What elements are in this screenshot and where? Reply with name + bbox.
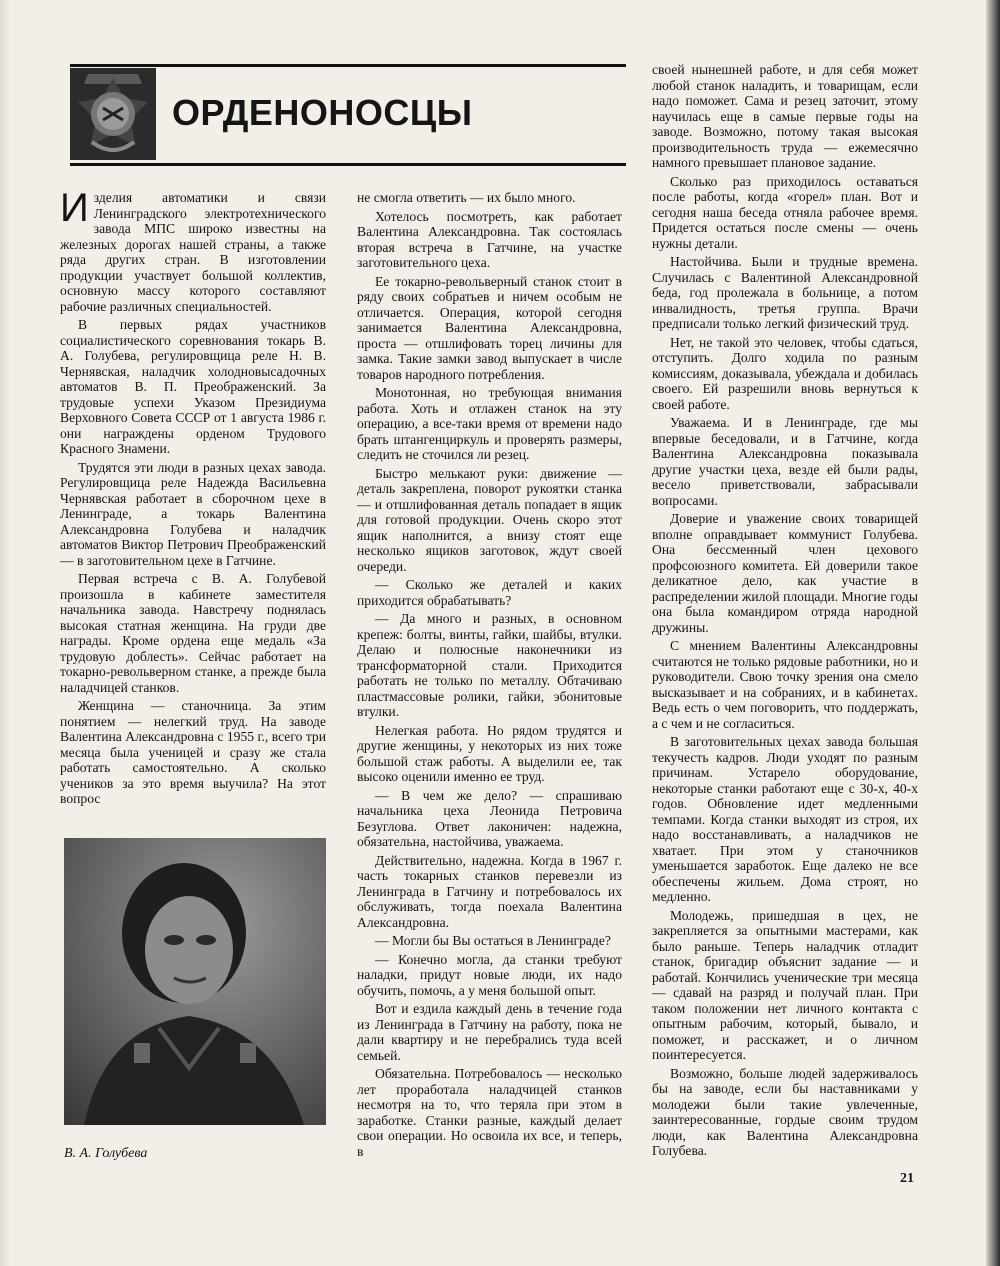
paragraph: Вот и ездила каждый день в течение года из Ленинграда в Гатчину на работу, пока не дали квартиру и не перебрались туда всей семьей.	[357, 1001, 622, 1063]
paragraph: Трудятся эти люди в разных цехах завода. Регулировщица реле Надежда Васильевна Чернявская работает в сборочном цехе в Ленинграде, а токарь Валентина Александровна Голубева и наладчик автоматов Виктор Петрович Преображенский — в заготовительном цехе в Гатчине.	[60, 459, 326, 568]
paragraph: своей нынешней работе, и для себя может любой станок наладить, и товарищам, если надо поможет. Сама и резец заточит, этому научилась еще в самые первые годы на заводе. Возможно, потому такая высокая производительность труда — ежемесячно намного превышает плановое задание.	[652, 62, 918, 170]
paragraph: не смогла ответить — их было много.	[357, 190, 576, 205]
paragraph: Сколько раз приходилось оставаться после работы, когда «горел» план. Вот и сегодня наша беседа отняла рабочее время. Придется остаться после смены — очень нужны детали.	[652, 173, 918, 251]
article-column-3	[652, 62, 918, 1162]
paragraph: Настойчива. Были и трудные времена. Случилась с Валентиной Александровной беда, год пролежала в больнице, а потом инвалидность, третья группа. Врачи предписали только легкий физический труд.	[652, 254, 918, 331]
paragraph: — Да много и разных, в основном крепеж: болты, винты, гайки, шайбы, втулки. Делаю и полюсные наконечники из трансформаторной стали. Приходится работать не только по металлу. Обтачиваю пластмассовые ролики, гайки, эбонитовые втулки.	[357, 611, 622, 719]
page-number: 21	[900, 1171, 914, 1186]
paragraph: Нелегкая работа. Но рядом трудятся и другие женщины, у некоторых из них тоже большой стаж работы. А выделили ее, так высоко оценили именно ее труд.	[357, 722, 622, 784]
header-rule-bottom	[70, 163, 626, 166]
paragraph: Первая встреча с В. А. Голубевой произошла в кабинете заместителя начальника завода. Навстречу поднялась высокая статная женщина. На груди две награды. Кроме ордена еще медаль «За трудовую доблесть». Сейчас работает на токарно-револьверном станке, а прежде была наладчицей станков.	[60, 571, 326, 695]
order-medal-icon	[70, 68, 156, 160]
page-gutter-shadow	[0, 0, 10, 1266]
paragraph: Молодежь, пришедшая в цех, не закрепляется за опытными мастерами, как было раньше. Теперь наладчик отладит станок, бригадир объяснит задание — и работай. Кончились ученические три месяца — сдавай на разряд и получай план. При таком положении нет личного контакта с опытным рабочим, который, бывало, и поможет, и расскажет, и о личном поинтересуется.	[652, 907, 918, 1062]
portrait-photo	[64, 838, 326, 1125]
paragraph: Действительно, надежна. Когда в 1967 г. часть токарных станков перевезли из Ленинграда в Гатчину и потребовалось их обслуживать, тогда поехала Валентина Александровна.	[357, 852, 622, 930]
paragraph: — В чем же дело? — спрашиваю начальника цеха Леонида Петровича Безуглова. Ответ лаконичен: надежна, обязательна, настойчива, уважаема.	[357, 787, 622, 849]
paragraph: Изделия автоматики и связи Ленинградского электротехнического завода МПС широко известны на железных дорогах нашей страны, а также ряда других стран. В изготовлении продукции участвует большой коллектив, основную массу которого составляют рабочие различных специальностей.	[60, 186, 326, 314]
paragraph: Возможно, больше людей задерживалось бы на заводе, если бы наставниками у молодежи были такие увлеченные, заинтересованные, гордые своим трудом люди, как Валентина Александровна Голубева.	[652, 1065, 918, 1158]
article-column-1	[60, 186, 326, 810]
paragraph: В первых рядах участников социалистического соревнования токарь В. А. Голубева, регулировщица реле Н. В. Чернявская, наладчик холодновысадочных автоматов В. П. Преображенский. За трудовые успехи Указом Президиума Верховного Совета СССР от 1 августа 1986 г. они награждены орденом Трудового Красного Знамени.	[60, 317, 326, 456]
paragraph: — Конечно могла, да станки требуют наладки, придут новые люди, их надо обучить, помочь, а у меня большой опыт.	[357, 951, 622, 998]
paragraph: — Сколько же деталей и каких приходится обрабатывать?	[357, 577, 622, 608]
paragraph: Быстро мелькают руки: движение — деталь закреплена, поворот рукоятки станка — и отшлифованная деталь попадает в ящик для готовой продукции. Очень скоро этот ящик наполнится, а внизу стоят еще несколько ящиков заготовок, ждут своей очереди.	[357, 465, 622, 574]
paragraph: Обязательна. Потребовалось — несколько лет проработала наладчицей станков несмотря на то, что теряла при этом в заработке. Станки разные, каждый делает свои операции. Но освоила их все, и теперь, в	[357, 1066, 622, 1159]
section-heading: ОРДЕНОНОСЦЫ	[172, 92, 473, 133]
paragraph: В заготовительных цехах завода большая текучесть кадров. Люди уходят по разным причинам. Устарело оборудование, некоторые станки работают еще с 30-х, 40-х годов. Обновление идет медленными темпами. Когда станки выходят из строя, их надо восстанавливать, а наладчиков не хватает. При этом у станочников уменьшается заработок. Еще далеко не все обеспечены жильем. Дома строят, но медленно.	[652, 734, 918, 904]
paragraph: Ее токарно-револьверный станок стоит в ряду своих собратьев и ничем особым не отличается. Операция, которой сегодня занимается Валентина Александровна, проста — отшлифовать торец личины для замка. Такие замки завод выпускает в числе товаров народного потребления.	[357, 273, 622, 382]
photo-caption: В. А. Голубева	[64, 1146, 148, 1161]
page-edge-shadow	[986, 0, 1000, 1266]
paragraph: Доверие и уважение своих товарищей вполне оправдывает коммунист Голубева. Она бессменный член цехового профсоюзного комитета. Ей доверили такое деликатное дело, как участие в распределении жилой площади. Многие годы она была командиром отряда народной дружины.	[652, 511, 918, 635]
drop-cap: И	[60, 186, 89, 230]
paragraph: Уважаема. И в Ленинграде, где мы впервые беседовали, и в Гатчине, когда Валентина Александровна показывала другие участки цеха, везде ей были рады, весело приветствовали, забрасывали вопросами.	[652, 415, 918, 508]
paragraph: Монотонная, но требующая внимания работа. Хоть и отлажен станок на эту операцию, а все-таки время от времени надо брать штангенциркуль и проверять размеры, следить не сточился ли резец.	[357, 385, 622, 462]
article-column-2	[357, 190, 622, 1162]
paragraph: Хотелось посмотреть, как работает Валентина Александровна. Так состоялась вторая встреча в Гатчине, на участке заготовительного цеха.	[357, 208, 622, 270]
paragraph: — Могли бы Вы остаться в Ленинграде?	[375, 933, 611, 948]
header-rule-top	[70, 64, 626, 67]
paragraph: Женщина — станочница. За этим понятием — нелегкий труд. На заводе Валентина Александровна с 1955 г., всего три месяца была ученицей и сразу же стала работать самостоятельно. А сколько учеников за это время выучила? На этот вопрос	[60, 698, 326, 806]
paragraph: Нет, не такой это человек, чтобы сдаться, отступить. Долго ходила по разным комиссиям, доказывала, убеждала и добилась своего. Ей разрешили вновь вернуться к своей работе.	[652, 334, 918, 412]
paragraph: С мнением Валентины Александровны считаются не только рядовые работники, но и руководители. Свою точку зрения она смело высказывает и на собраниях, и в кабинетах. Ведь есть о чем поговорить, что поддержать, а с чем и не согласиться.	[652, 638, 918, 731]
